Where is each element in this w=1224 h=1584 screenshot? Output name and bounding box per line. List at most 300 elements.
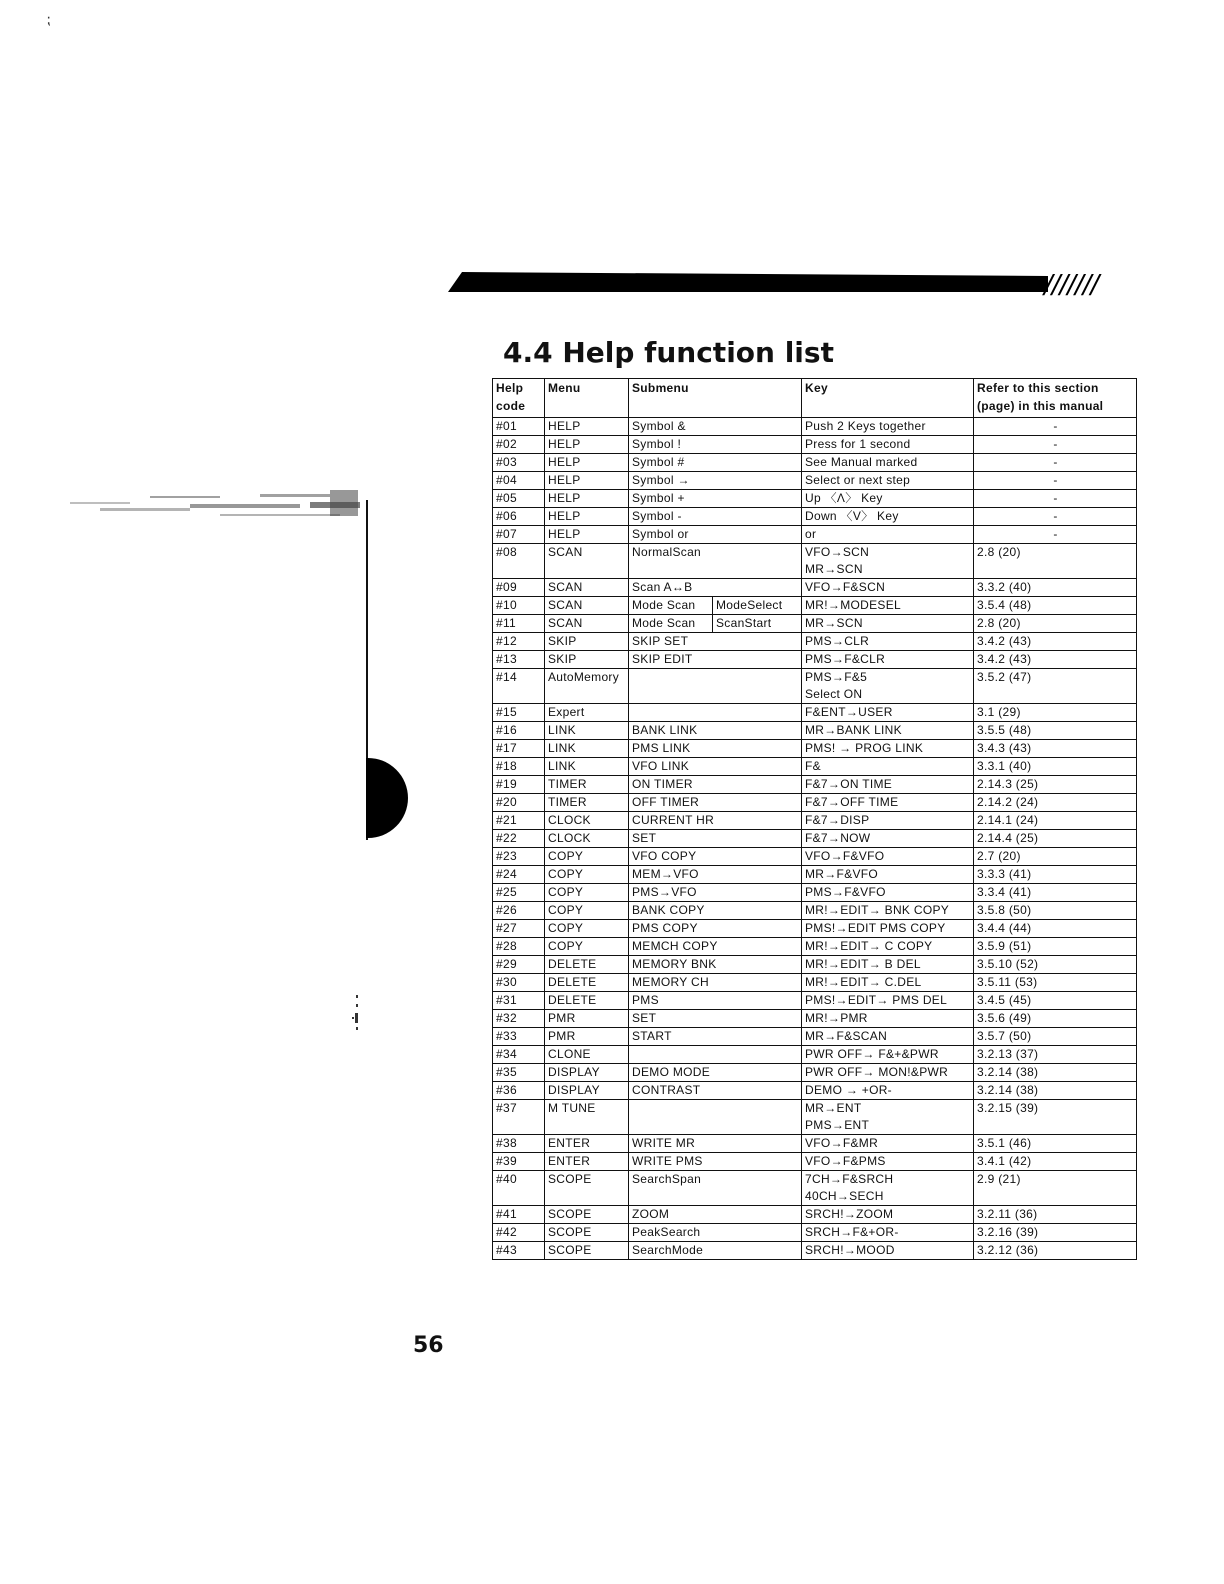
col-header-submenu: Submenu: [629, 379, 802, 418]
key-sequence: MR→BANK LINK: [805, 723, 902, 737]
key-cell: [802, 794, 974, 812]
table-row: [493, 1046, 1137, 1064]
menu-cell: DELETE: [545, 956, 629, 974]
help-code-cell: #20: [493, 794, 545, 812]
menu-cell: SCAN: [545, 597, 629, 615]
reference-cell: 3.2.14 (38): [974, 1064, 1137, 1082]
submenu-cell: [629, 1100, 802, 1135]
key-sequence: Press for 1 second: [805, 437, 911, 451]
menu-cell: COPY: [545, 848, 629, 866]
key-sequence: F&: [805, 759, 821, 773]
reference-cell: -: [974, 526, 1137, 544]
menu-cell: SCAN: [545, 579, 629, 597]
help-code-cell: #37: [493, 1100, 545, 1135]
submenu-cell: CURRENT HR: [629, 812, 802, 830]
submenu-cell: ON TIMER: [629, 776, 802, 794]
key-cell: [802, 812, 974, 830]
key-sequence: PMS→F&VFO: [805, 885, 886, 899]
submenu-cell: Symbol or: [629, 526, 802, 544]
key-cell: [802, 418, 974, 436]
submenu-cell: Symbol #: [629, 454, 802, 472]
key-sequence: MR!→EDIT→ C COPY: [805, 939, 933, 953]
key-sequence: SRCH→F&+OR-: [805, 1225, 899, 1239]
help-code-cell: #24: [493, 866, 545, 884]
help-code-cell: #42: [493, 1224, 545, 1242]
reference-cell: 3.2.16 (39): [974, 1224, 1137, 1242]
key-cell: [802, 848, 974, 866]
table-row: [493, 758, 1137, 776]
help-code-cell: #15: [493, 704, 545, 722]
help-code-cell: #03: [493, 454, 545, 472]
key-cell: [802, 1064, 974, 1082]
submenu-cell: [629, 704, 802, 722]
key-sequence: Select or next step: [805, 473, 911, 487]
submenu-option-label: ModeSelect: [716, 598, 783, 612]
submenu-cell: OFF TIMER: [629, 794, 802, 812]
reference-cell: 3.5.8 (50): [974, 902, 1137, 920]
table-row: [493, 992, 1137, 1010]
submenu-cell: VFO COPY: [629, 848, 802, 866]
table-row: [493, 1028, 1137, 1046]
key-cell: [802, 938, 974, 956]
reference-cell: 3.5.9 (51): [974, 938, 1137, 956]
key-cell: [802, 544, 974, 579]
submenu-cell: MEMCH COPY: [629, 938, 802, 956]
menu-cell: HELP: [545, 454, 629, 472]
submenu-cell: [629, 597, 802, 615]
key-sequence: VFO→F&MR: [805, 1136, 879, 1150]
table-row: [493, 1224, 1137, 1242]
reference-cell: 3.4.5 (45): [974, 992, 1137, 1010]
reference-cell: 2.7 (20): [974, 848, 1137, 866]
help-code-cell: #43: [493, 1242, 545, 1260]
key-sequence: MR!→EDIT→ BNK COPY: [805, 903, 950, 917]
reference-cell: 3.2.12 (36): [974, 1242, 1137, 1260]
reference-cell: 3.5.2 (47): [974, 669, 1137, 704]
scan-speck: ⁏: [46, 11, 51, 27]
reference-cell: 3.5.11 (53): [974, 974, 1137, 992]
key-sequence: DEMO → +OR-: [805, 1083, 892, 1097]
submenu-cell: DEMO MODE: [629, 1064, 802, 1082]
key-cell: [802, 1206, 974, 1224]
table-row: [493, 544, 1137, 579]
key-cell: [802, 615, 974, 633]
submenu-label: Mode Scan: [632, 615, 713, 632]
table-row: [493, 1171, 1137, 1206]
key-sequence: SRCH!→ZOOM: [805, 1207, 894, 1221]
menu-cell: COPY: [545, 938, 629, 956]
col-header-menu: Menu: [545, 379, 629, 418]
col-header-key: Key: [802, 379, 974, 418]
key-sequence: F&7→ON TIME: [805, 777, 893, 791]
submenu-cell: SET: [629, 830, 802, 848]
key-cell: [802, 884, 974, 902]
key-cell: [802, 920, 974, 938]
help-code-cell: #01: [493, 418, 545, 436]
menu-cell: HELP: [545, 436, 629, 454]
reference-cell: 3.2.11 (36): [974, 1206, 1137, 1224]
submenu-cell: [629, 615, 802, 633]
submenu-cell: Symbol -: [629, 508, 802, 526]
table-row: [493, 418, 1137, 436]
submenu-cell: CONTRAST: [629, 1082, 802, 1100]
submenu-cell: VFO LINK: [629, 758, 802, 776]
reference-cell: 3.5.4 (48): [974, 597, 1137, 615]
key-sequence: F&ENT→USER: [805, 705, 893, 719]
submenu-cell: WRITE MR: [629, 1135, 802, 1153]
menu-cell: DELETE: [545, 974, 629, 992]
menu-cell: CLOCK: [545, 830, 629, 848]
submenu-cell: NormalScan: [629, 544, 802, 579]
submenu-cell: SearchMode: [629, 1242, 802, 1260]
table-row: [493, 956, 1137, 974]
table-row: [493, 794, 1137, 812]
help-code-cell: #34: [493, 1046, 545, 1064]
table-row: [493, 830, 1137, 848]
key-sequence: PWR OFF→ MON!&PWR: [805, 1065, 949, 1079]
table-row: [493, 526, 1137, 544]
help-code-cell: #16: [493, 722, 545, 740]
reference-cell: 3.4.2 (43): [974, 633, 1137, 651]
key-sequence: PMS→CLR: [805, 634, 870, 648]
submenu-cell: START: [629, 1028, 802, 1046]
col-header-help-code: Help code: [493, 379, 545, 418]
submenu-cell: SKIP SET: [629, 633, 802, 651]
help-code-cell: #09: [493, 579, 545, 597]
submenu-cell: MEMORY CH: [629, 974, 802, 992]
table-row: [493, 597, 1137, 615]
table-row: [493, 1242, 1137, 1260]
table-row: [493, 938, 1137, 956]
menu-cell: HELP: [545, 472, 629, 490]
table-row: [493, 508, 1137, 526]
submenu-cell: PMS: [629, 992, 802, 1010]
submenu-cell: PMS LINK: [629, 740, 802, 758]
help-code-cell: #40: [493, 1171, 545, 1206]
key-cell: [802, 597, 974, 615]
key-sequence: MR→F&SCAN: [805, 1029, 888, 1043]
help-code-cell: #41: [493, 1206, 545, 1224]
menu-cell: Expert: [545, 704, 629, 722]
key-sequence: PMS→F&5: [805, 670, 868, 684]
submenu-label: Mode Scan: [632, 597, 713, 614]
menu-cell: LINK: [545, 740, 629, 758]
key-cell: [802, 1224, 974, 1242]
menu-cell: CLOCK: [545, 812, 629, 830]
submenu-option-label: ScanStart: [716, 616, 772, 630]
table-row: [493, 490, 1137, 508]
header-hatch: ///////: [1044, 270, 1099, 300]
table-row: [493, 722, 1137, 740]
table-row: [493, 902, 1137, 920]
key-sequence: PWR OFF→ F&+&PWR: [805, 1047, 939, 1061]
reference-cell: 3.5.1 (46): [974, 1135, 1137, 1153]
help-code-cell: #19: [493, 776, 545, 794]
submenu-cell: Symbol &: [629, 418, 802, 436]
key-sequence: VFO→F&PMS: [805, 1154, 886, 1168]
submenu-cell: Symbol +: [629, 490, 802, 508]
key-cell: [802, 1010, 974, 1028]
table-row: [493, 633, 1137, 651]
section-title: 4.4 Help function list: [503, 336, 834, 369]
table-row: [493, 1064, 1137, 1082]
key-sequence: F&7→DISP: [805, 813, 870, 827]
reference-cell: 3.4.4 (44): [974, 920, 1137, 938]
key-cell: [802, 1028, 974, 1046]
reference-cell: -: [974, 472, 1137, 490]
key-cell: [802, 722, 974, 740]
menu-cell: PMR: [545, 1028, 629, 1046]
table-row: [493, 1135, 1137, 1153]
key-cell: [802, 758, 974, 776]
reference-cell: 3.3.2 (40): [974, 579, 1137, 597]
menu-cell: LINK: [545, 758, 629, 776]
submenu-cell: [629, 1046, 802, 1064]
table-row: [493, 651, 1137, 669]
key-cell: [802, 633, 974, 651]
menu-cell: M TUNE: [545, 1100, 629, 1135]
key-sequence: Down 〈V〉 Key: [805, 509, 899, 523]
menu-cell: AutoMemory: [545, 669, 629, 704]
table-row: [493, 884, 1137, 902]
reference-cell: 3.5.6 (49): [974, 1010, 1137, 1028]
key-cell: [802, 579, 974, 597]
table-row: [493, 866, 1137, 884]
menu-cell: COPY: [545, 866, 629, 884]
help-code-cell: #27: [493, 920, 545, 938]
reference-cell: 3.4.1 (42): [974, 1153, 1137, 1171]
key-sequence: MR!→MODESEL: [805, 598, 901, 612]
reference-cell: 3.4.3 (43): [974, 740, 1137, 758]
menu-cell: SCOPE: [545, 1224, 629, 1242]
menu-cell: SKIP: [545, 633, 629, 651]
key-cell: [802, 508, 974, 526]
key-sequence: MR→SCN: [805, 616, 863, 630]
key-cell: [802, 436, 974, 454]
key-cell: [802, 526, 974, 544]
reference-cell: 3.5.5 (48): [974, 722, 1137, 740]
key-sequence: VFO→F&SCN: [805, 580, 886, 594]
key-sequence: PMS!→EDIT→ PMS DEL: [805, 993, 948, 1007]
help-code-cell: #39: [493, 1153, 545, 1171]
key-cell: [802, 1100, 974, 1135]
menu-cell: ENTER: [545, 1135, 629, 1153]
reference-cell: 2.14.3 (25): [974, 776, 1137, 794]
help-code-cell: #05: [493, 490, 545, 508]
header-bar: [448, 272, 1048, 294]
key-sequence: SRCH!→MOOD: [805, 1243, 895, 1257]
submenu-cell: [629, 669, 802, 704]
key-cell: [802, 1171, 974, 1206]
key-cell: [802, 490, 974, 508]
key-cell: [802, 974, 974, 992]
key-sequence: PMS! → PROG LINK: [805, 741, 924, 755]
menu-cell: CLONE: [545, 1046, 629, 1064]
menu-cell: TIMER: [545, 794, 629, 812]
key-cell: [802, 956, 974, 974]
submenu-cell: BANK LINK: [629, 722, 802, 740]
menu-cell: DELETE: [545, 992, 629, 1010]
help-code-cell: #33: [493, 1028, 545, 1046]
key-sequence: MR!→EDIT→ C.DEL: [805, 975, 922, 989]
key-sequence: PMS!→EDIT PMS COPY: [805, 921, 946, 935]
submenu-cell: MEMORY BNK: [629, 956, 802, 974]
submenu-cell: MEM→VFO: [629, 866, 802, 884]
submenu-cell: PMS COPY: [629, 920, 802, 938]
key-sequence: MR→ENT: [805, 1101, 862, 1115]
key-cell: [802, 651, 974, 669]
section-thumb-tab: [366, 758, 408, 838]
help-code-cell: #12: [493, 633, 545, 651]
key-cell: [802, 776, 974, 794]
help-code-cell: #17: [493, 740, 545, 758]
key-sequence: VFO→SCN: [805, 545, 870, 559]
menu-cell: SCOPE: [545, 1171, 629, 1206]
reference-cell: 3.2.14 (38): [974, 1082, 1137, 1100]
key-cell: [802, 472, 974, 490]
menu-cell: DISPLAY: [545, 1064, 629, 1082]
key-cell: [802, 1082, 974, 1100]
reference-cell: 2.14.4 (25): [974, 830, 1137, 848]
table-row: [493, 1100, 1137, 1135]
help-code-cell: #04: [493, 472, 545, 490]
submenu-cell: SKIP EDIT: [629, 651, 802, 669]
key-sequence: MR→F&VFO: [805, 867, 879, 881]
key-cell: [802, 669, 974, 704]
submenu-cell: SearchSpan: [629, 1171, 802, 1206]
menu-cell: TIMER: [545, 776, 629, 794]
submenu-cell: Scan A↔B: [629, 579, 802, 597]
reference-cell: 3.4.2 (43): [974, 651, 1137, 669]
reference-cell: 3.2.15 (39): [974, 1100, 1137, 1135]
menu-cell: SCOPE: [545, 1242, 629, 1260]
help-code-cell: #32: [493, 1010, 545, 1028]
key-sequence: PMS→F&CLR: [805, 652, 886, 666]
help-code-cell: #21: [493, 812, 545, 830]
reference-cell: 3.3.1 (40): [974, 758, 1137, 776]
submenu-cell: PeakSearch: [629, 1224, 802, 1242]
help-code-cell: #23: [493, 848, 545, 866]
menu-cell: COPY: [545, 902, 629, 920]
scan-noise: [60, 488, 370, 528]
table-row: [493, 704, 1137, 722]
reference-cell: 2.14.1 (24): [974, 812, 1137, 830]
help-code-cell: #29: [493, 956, 545, 974]
menu-cell: COPY: [545, 884, 629, 902]
help-code-cell: #14: [493, 669, 545, 704]
submenu-cell: BANK COPY: [629, 902, 802, 920]
menu-cell: HELP: [545, 508, 629, 526]
col-header-reference: Refer to this section (page) in this manual: [974, 379, 1137, 418]
key-cell: [802, 704, 974, 722]
table-row: [493, 454, 1137, 472]
key-sequence: PMS→ENT: [805, 1118, 870, 1132]
scan-dots: [352, 995, 360, 1033]
help-code-cell: #11: [493, 615, 545, 633]
table-row: [493, 1082, 1137, 1100]
help-code-cell: #07: [493, 526, 545, 544]
key-cell: [802, 1135, 974, 1153]
key-sequence: Select ON: [805, 687, 863, 701]
table-row: [493, 776, 1137, 794]
table-row: [493, 1010, 1137, 1028]
help-code-cell: #30: [493, 974, 545, 992]
reference-cell: 3.2.13 (37): [974, 1046, 1137, 1064]
key-sequence: MR!→EDIT→ B DEL: [805, 957, 921, 971]
submenu-cell: ZOOM: [629, 1206, 802, 1224]
reference-cell: 3.3.3 (41): [974, 866, 1137, 884]
key-sequence: See Manual marked: [805, 455, 918, 469]
submenu-cell: Symbol !: [629, 436, 802, 454]
key-sequence: MR!→PMR: [805, 1011, 868, 1025]
reference-cell: -: [974, 454, 1137, 472]
menu-cell: SCOPE: [545, 1206, 629, 1224]
menu-cell: DISPLAY: [545, 1082, 629, 1100]
key-cell: [802, 1046, 974, 1064]
help-code-cell: #22: [493, 830, 545, 848]
reference-cell: 2.9 (21): [974, 1171, 1137, 1206]
submenu-cell: SET: [629, 1010, 802, 1028]
reference-cell: 2.14.2 (24): [974, 794, 1137, 812]
key-sequence: MR→SCN: [805, 562, 863, 576]
reference-cell: 3.5.7 (50): [974, 1028, 1137, 1046]
key-cell: [802, 1242, 974, 1260]
menu-cell: LINK: [545, 722, 629, 740]
reference-cell: -: [974, 490, 1137, 508]
menu-cell: HELP: [545, 526, 629, 544]
key-cell: [802, 866, 974, 884]
menu-cell: COPY: [545, 920, 629, 938]
reference-cell: -: [974, 436, 1137, 454]
reference-cell: 3.1 (29): [974, 704, 1137, 722]
key-sequence: 7CH→F&SRCH: [805, 1172, 894, 1186]
help-code-cell: #36: [493, 1082, 545, 1100]
key-cell: [802, 1153, 974, 1171]
menu-cell: SCAN: [545, 615, 629, 633]
help-code-cell: #38: [493, 1135, 545, 1153]
help-code-cell: #28: [493, 938, 545, 956]
help-code-cell: #18: [493, 758, 545, 776]
key-cell: [802, 902, 974, 920]
reference-cell: 2.8 (20): [974, 544, 1137, 579]
page-number: 56: [413, 1333, 444, 1358]
help-code-cell: #06: [493, 508, 545, 526]
help-code-cell: #35: [493, 1064, 545, 1082]
key-cell: [802, 454, 974, 472]
menu-cell: SKIP: [545, 651, 629, 669]
table-header-row: [493, 379, 1137, 418]
reference-cell: 3.5.10 (52): [974, 956, 1137, 974]
table-row: [493, 579, 1137, 597]
key-sequence: Push 2 Keys together: [805, 419, 926, 433]
key-cell: [802, 992, 974, 1010]
reference-cell: 3.3.4 (41): [974, 884, 1137, 902]
key-sequence: 40CH→SECH: [805, 1189, 884, 1203]
key-sequence: F&7→OFF TIME: [805, 795, 899, 809]
key-cell: [802, 740, 974, 758]
key-sequence: VFO→F&VFO: [805, 849, 885, 863]
table-row: [493, 974, 1137, 992]
table-row: [493, 848, 1137, 866]
reference-cell: -: [974, 418, 1137, 436]
menu-cell: PMR: [545, 1010, 629, 1028]
menu-cell: ENTER: [545, 1153, 629, 1171]
table-row: [493, 669, 1137, 704]
key-sequence: or: [805, 527, 817, 541]
help-code-cell: #02: [493, 436, 545, 454]
menu-cell: HELP: [545, 418, 629, 436]
help-code-cell: #10: [493, 597, 545, 615]
